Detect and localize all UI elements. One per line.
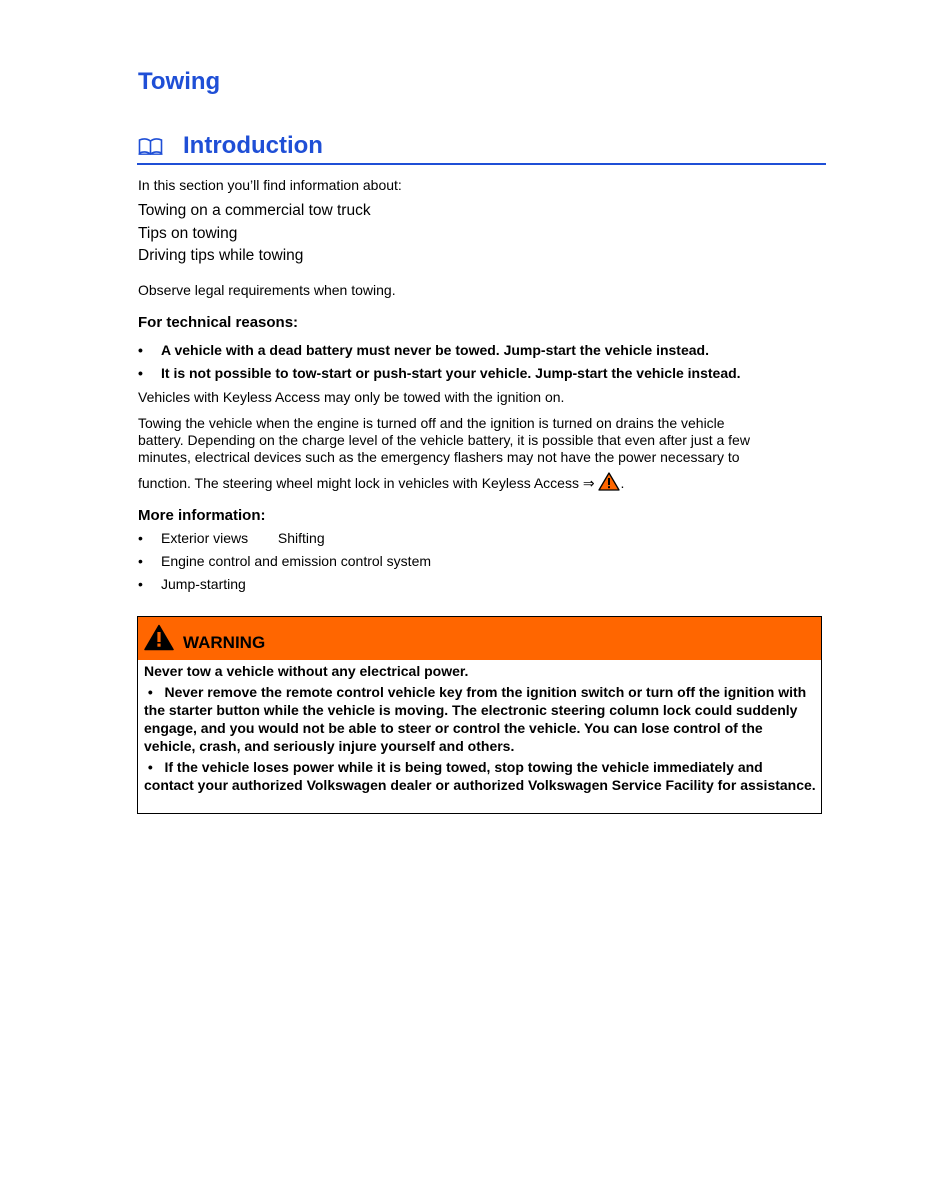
warning-box — [137, 616, 822, 814]
link-shifting[interactable]: Shifting — [277, 530, 325, 546]
warning-body — [144, 662, 816, 797]
more-info-heading: More information: — [138, 507, 266, 524]
link-engine-control[interactable]: Engine control and emission control system — [161, 553, 432, 569]
drain-paragraph: Towing the vehicle when the engine is turned off and the ignition is turned on drains the vehicle battery. Depending on the charge level of the vehicle battery, it is possible that even after just a few minutes, electrical devices such as the emergency flashers may not have the power necessary to function. The steering wheel might lock in vehicles with Keyless Access ⇒ . — [138, 415, 838, 495]
technical-heading: For technical reasons: — [138, 314, 299, 331]
link-jump-starting[interactable]: Jump-starting — [161, 576, 246, 592]
topic-list — [138, 200, 371, 268]
keyless-note: Vehicles with Keyless Access may only be towed with the ignition on. — [138, 389, 565, 405]
section-header — [137, 130, 826, 165]
intro-text: In this section you’ll find information about: — [138, 177, 402, 193]
legal-note: Observe legal requirements when towing. — [138, 282, 396, 298]
warning-bullet: • If the vehicle loses power while it is being towed, stop towing the vehicle immediately and contact your authorized Volkswagen dealer or authorized Volkswagen Service Facility for assistance. — [144, 759, 816, 793]
topic-link[interactable]: Driving tips while towing — [138, 247, 304, 264]
warning-bullet: • Never remove the remote control vehicle key from the ignition switch or turn off the ignition with the starter button while the vehicle is moving. The electronic steering column lock could suddenly engage, and you would not be able to steer or control the vehicle. You can lose control of the vehicle, crash, and seriously injure yourself and others. — [144, 684, 807, 754]
page-title: Towing — [138, 68, 221, 95]
link-exterior-views[interactable]: Exterior views — [161, 530, 249, 546]
warning-triangle-icon[interactable] — [598, 472, 620, 495]
warning-label: WARNING — [183, 633, 266, 652]
section-title: Introduction — [183, 132, 323, 159]
warning-header — [138, 617, 821, 660]
topic-link[interactable]: Tips on towing — [138, 224, 238, 242]
topic-link[interactable]: Towing on a commercial tow truck — [138, 202, 371, 219]
book-icon — [138, 138, 163, 160]
warning-lead: Never tow a vehicle without any electrical power. — [144, 663, 469, 679]
warning-triangle-icon — [144, 624, 174, 656]
